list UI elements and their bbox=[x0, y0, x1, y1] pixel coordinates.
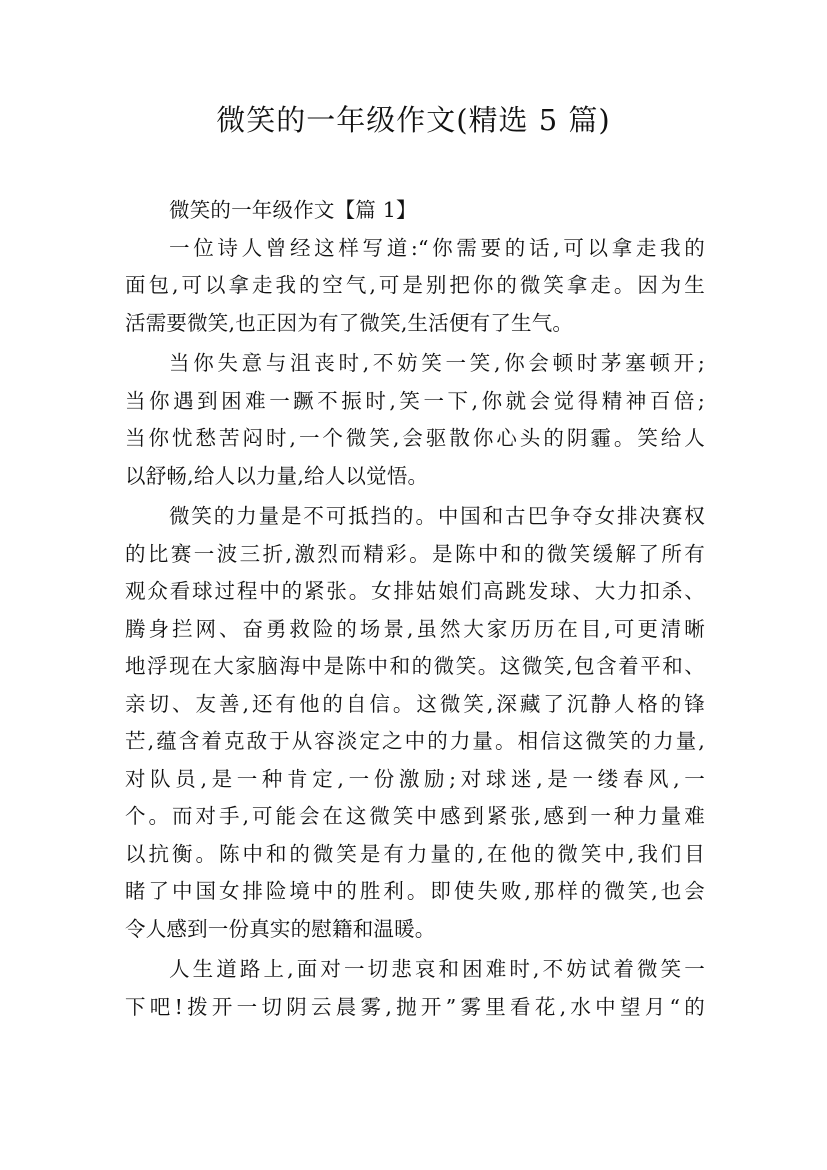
paragraph-line: 地浮现在大家脑海中是陈中和的微笑。这微笑,包含着平和、 bbox=[125, 654, 705, 678]
paragraph-line: 人生道路上,面对一切悲哀和困难时,不妨试着微笑一 bbox=[169, 957, 705, 981]
paragraph-line: 微笑的力量是不可抵挡的。中国和古巴争夺女排决赛权 bbox=[169, 504, 705, 528]
paragraph-1 bbox=[125, 230, 705, 343]
paragraph-line: 当你失意与沮丧时,不妨笑一笑,你会顿时茅塞顿开; bbox=[169, 351, 705, 375]
paragraph-line: 亲切、友善,还有他的自信。这微笑,深藏了沉静人格的锋 bbox=[125, 691, 705, 716]
paragraph-line: 个。而对手,可能会在这微笑中感到紧张,感到一种力量难 bbox=[125, 804, 705, 828]
paragraph-line: 对队员,是一种肯定,一份激励;对球迷,是一缕春风,一 bbox=[125, 766, 705, 791]
paragraph-line: 的比赛一波三折,激烈而精彩。是陈中和的微笑缓解了所有 bbox=[125, 541, 705, 566]
paragraph-2 bbox=[125, 345, 705, 495]
paragraph-line: 芒,蕴含着克敌于从容淡定之中的力量。相信这微笑的力量, bbox=[125, 729, 705, 753]
section-heading: 微笑的一年级作文【篇 1】 bbox=[169, 198, 417, 222]
paragraph-line: 活需要微笑,也正因为有了微笑,生活便有了生气。 bbox=[125, 310, 574, 335]
paragraph-line: 睹了中国女排险境中的胜利。即使失败,那样的微笑,也会 bbox=[125, 879, 705, 903]
paragraph-4 bbox=[125, 951, 705, 1026]
paragraph-line: 腾身拦网、奋勇救险的场景,虽然大家历历在目,可更清晰 bbox=[125, 616, 705, 641]
paragraph-line: 一位诗人曾经这样写道:“你需要的话,可以拿走我的 bbox=[169, 235, 705, 260]
document-title: 微笑的一年级作文(精选 5 篇) bbox=[216, 103, 611, 137]
paragraph-line: 面包,可以拿走我的空气,可是别把你的微笑拿走。因为生 bbox=[125, 273, 705, 297]
paragraph-line: 观众看球过程中的紧张。女排姑娘们高跳发球、大力扣杀、 bbox=[125, 579, 705, 603]
document-body bbox=[125, 192, 705, 1026]
paragraph-line: 下吧!拨开一切阴云晨雾,抛开”雾里看花,水中望月“的 bbox=[125, 994, 705, 1019]
paragraph-line: 以抗衡。陈中和的微笑是有力量的,在他的微笑中,我们目 bbox=[125, 841, 705, 866]
paragraph-line: 当你忧愁苦闷时,一个微笑,会驱散你心头的阴霾。笑给人 bbox=[125, 426, 705, 450]
paragraph-line: 当你遇到困难一蹶不振时,笑一下,你就会觉得精神百倍; bbox=[125, 388, 705, 413]
paragraph-line: 令人感到一份真实的慰籍和温暖。 bbox=[125, 916, 436, 941]
paragraph-line: 以舒畅,给人以力量,给人以觉悟。 bbox=[125, 463, 429, 488]
paragraph-3 bbox=[125, 498, 705, 948]
